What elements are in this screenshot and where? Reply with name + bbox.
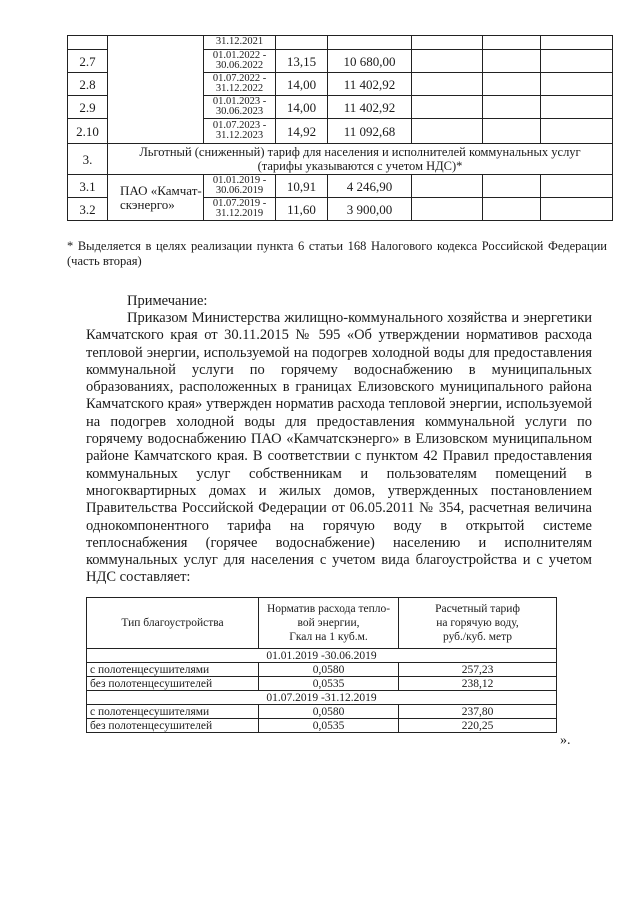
header-tariff: Расчетный тариф на горячую воду, руб./куб. метр — [399, 598, 557, 649]
period-cell: 01.01.2022 - 30.06.2022 — [204, 50, 276, 73]
header-norm: Норматив расхода тепло- вой энергии, Гкал на 1 куб.м. — [259, 598, 399, 649]
period-cell: 01.07.2023 - 31.12.2023 — [204, 119, 276, 144]
period-row: 01.07.2019 -31.12.2019 — [87, 691, 557, 705]
period-cell: 31.12.2021 — [204, 36, 276, 50]
table-row: без полотенцесушителей 0,0535 238,12 — [87, 677, 557, 691]
header-type: Тип благоустройства — [87, 598, 259, 649]
table-row: с полотенцесушителями 0,0580 257,23 — [87, 663, 557, 677]
section-title: Льготный (сниженный) тариф для населения и исполнителей коммунальных услуг (тарифы указываются с учетом НДС)* — [108, 144, 613, 175]
calc-table — [86, 597, 557, 733]
note-title: Примечание: — [127, 293, 208, 309]
table-row: 2.7 01.01.2022 - 30.06.2022 13,15 10 680,00 — [68, 50, 613, 73]
period-row: 01.01.2019 -30.06.2019 — [87, 649, 557, 663]
closing-quote: ». — [560, 733, 571, 748]
table-row — [68, 36, 613, 50]
table-row: 2.9 01.01.2023 - 30.06.2023 14,00 11 402,92 — [68, 96, 613, 119]
period-cell: 01.01.2019 - 30.06.2019 — [204, 175, 276, 198]
note-body: Приказом Министерства жилищно-коммунального хозяйства и энергетики Камчатского края от 30.11.2015 № 595 «Об утверждении нормативов расхода тепловой энергии, используемой на подогрев холодной воды для предоставления коммунальной услуги по горячему водоснабжению в муниципальных образованиях, расположенных в границах Елизовского муниципального района Камчатского края» утвержден норматив расхода тепловой энергии, используемой на подогрев холодной воды для предоставления коммунальной услуги по горячему водоснабжению ПАО «Камчатскэнерго» в Елизовском муниципальном районе Камчатского края. В соответствии с пунктом 42 Правил предоставления коммунальных услуг собственникам и пользователям помещений в многоквартирных домах и жилых домов, утвержденных постановлением Правительства Российской Федерации от 06.05.2011 № 354, расчетная величина однокомпонентного тарифа на горячую воду в открытой системе теплоснабжения (горячее водоснабжение) населению и исполнителям коммунальных услуг для населения с учетом вида благоустройства и с учетом НДС составляет: — [86, 310, 592, 586]
footnote: * Выделяется в целях реализации пункта 6 статьи 168 Налогового кодекса Российской Федерации (часть вторая) — [67, 239, 607, 268]
table-row: с полотенцесушителями 0,0580 237,80 — [87, 705, 557, 719]
table-row: без полотенцесушителей 0,0535 220,25 — [87, 719, 557, 733]
table-row: 3.2 01.07.2019 - 31.12.2019 11,60 3 900,00 — [68, 198, 613, 221]
organization-cell: ПАО «Камчат- скэнерго» — [108, 175, 204, 221]
header-row — [87, 598, 557, 649]
table-row: 2.8 01.07.2022 - 31.12.2022 14,00 11 402,92 — [68, 73, 613, 96]
period-cell: 01.07.2019 - 31.12.2019 — [204, 198, 276, 221]
tariff-table — [67, 35, 613, 221]
section-header-row: 3. Льготный (сниженный) тариф для населения и исполнителей коммунальных услуг (тарифы указываются с учетом НДС)* — [68, 144, 613, 175]
period-cell: 01.07.2022 - 31.12.2022 — [204, 73, 276, 96]
period-cell: 01.01.2023 - 30.06.2023 — [204, 96, 276, 119]
table-row: 2.10 01.07.2023 - 31.12.2023 14,92 11 092,68 — [68, 119, 613, 144]
table-row: 3.1 ПАО «Камчат- скэнерго» 01.01.2019 - 30.06.2019 10,91 4 246,90 — [68, 175, 613, 198]
